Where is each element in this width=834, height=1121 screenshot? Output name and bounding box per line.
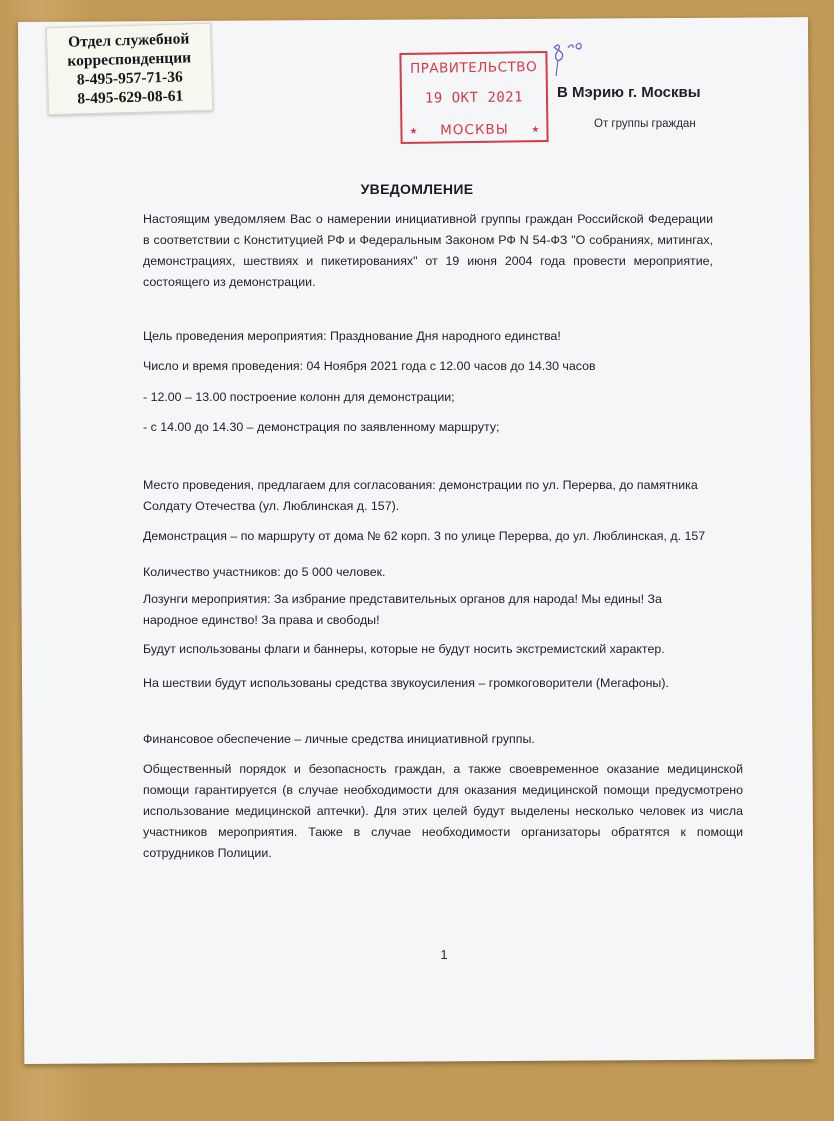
government-stamp	[399, 51, 548, 144]
stamp-star-icon: ★	[531, 125, 540, 136]
finance-line: Финансовое обеспечение – личные средства инициативной группы.	[143, 732, 535, 746]
flags-line: Будут использованы флаги и баннеры, которые не будут носить экстремистский характер.	[143, 642, 665, 656]
stamp-top-text: ПРАВИТЕЛЬСТВО	[409, 59, 538, 77]
order-paragraph: Общественный порядок и безопасность граждан, а также своевременное оказание медицинской помощи гарантируется (в случае необходимости для оказания медицинской помощи предусмотрено использование медицинской аптечки). Для этих целей будут выделены несколько человек из числа участников мероприятия. Также в случае необходимости организаторы обратятся к помощи сотрудников Полиции.	[143, 762, 743, 860]
addressee: В Мэрию г. Москвы	[557, 84, 701, 101]
sticker-phone-1: 8-495-957-71-36	[76, 68, 183, 89]
goal-line: Цель проведения мероприятия: Празднование Дня народного единства!	[143, 329, 561, 343]
sticker-phone-2: 8-495-629-08-61	[77, 87, 184, 108]
sticker-department-line1: Отдел служебной	[67, 30, 190, 51]
page-number: 1	[440, 947, 448, 962]
correspondence-sticker	[46, 23, 213, 116]
place-paragraph: Место проведения, предлагаем для согласования: демонстрации по ул. Перерва, до памятника Солдату Отечества (ул. Люблинская д. 157).	[143, 478, 698, 513]
intro-paragraph: Настоящим уведомляем Вас о намерении инициативной группы граждан Российской Федерации в соответствии с Конституцией РФ и Федеральным Законом РФ N 54-ФЗ "О собраниях, митингах, демонстрациях, шествиях и пикетированиях" от 19 июня 2004 года провести мероприятие, состоящего из демонстрации.	[143, 212, 713, 289]
schedule-item-2: - с 14.00 до 14.30 – демонстрация по заявленному маршруту;	[143, 420, 500, 434]
handwritten-mark-icon	[548, 40, 592, 80]
sound-line: На шествии будут использованы средства звукоусиления – громкоговорители (Мегафоны).	[143, 676, 669, 690]
datetime-line: Число и время проведения: 04 Ноября 2021 года с 12.00 часов до 14.30 часов	[143, 359, 596, 373]
participants-line: Количество участников: до 5 000 человек.	[143, 565, 386, 579]
stamp-date: 19 ОКТ 2021	[424, 89, 524, 107]
schedule-item-1: - 12.00 – 13.00 построение колонн для демонстрации;	[143, 390, 455, 404]
stamp-star-icon: ★	[409, 126, 418, 137]
sender-line: От группы граждан	[594, 118, 696, 130]
route-line: Демонстрация – по маршруту от дома № 62 корп. 3 по улице Перерва, до ул. Люблинская, д. 157	[143, 529, 706, 543]
slogans-paragraph: Лозунги мероприятия: За избрание представительных органов для народа! Мы едины! За народное единство! За права и свободы!	[143, 592, 662, 627]
sticker-department-line2: корреспонденции	[67, 49, 192, 70]
document-title: УВЕДОМЛЕНИЕ	[360, 181, 474, 197]
stamp-bottom-text: МОСКВЫ	[440, 121, 509, 139]
